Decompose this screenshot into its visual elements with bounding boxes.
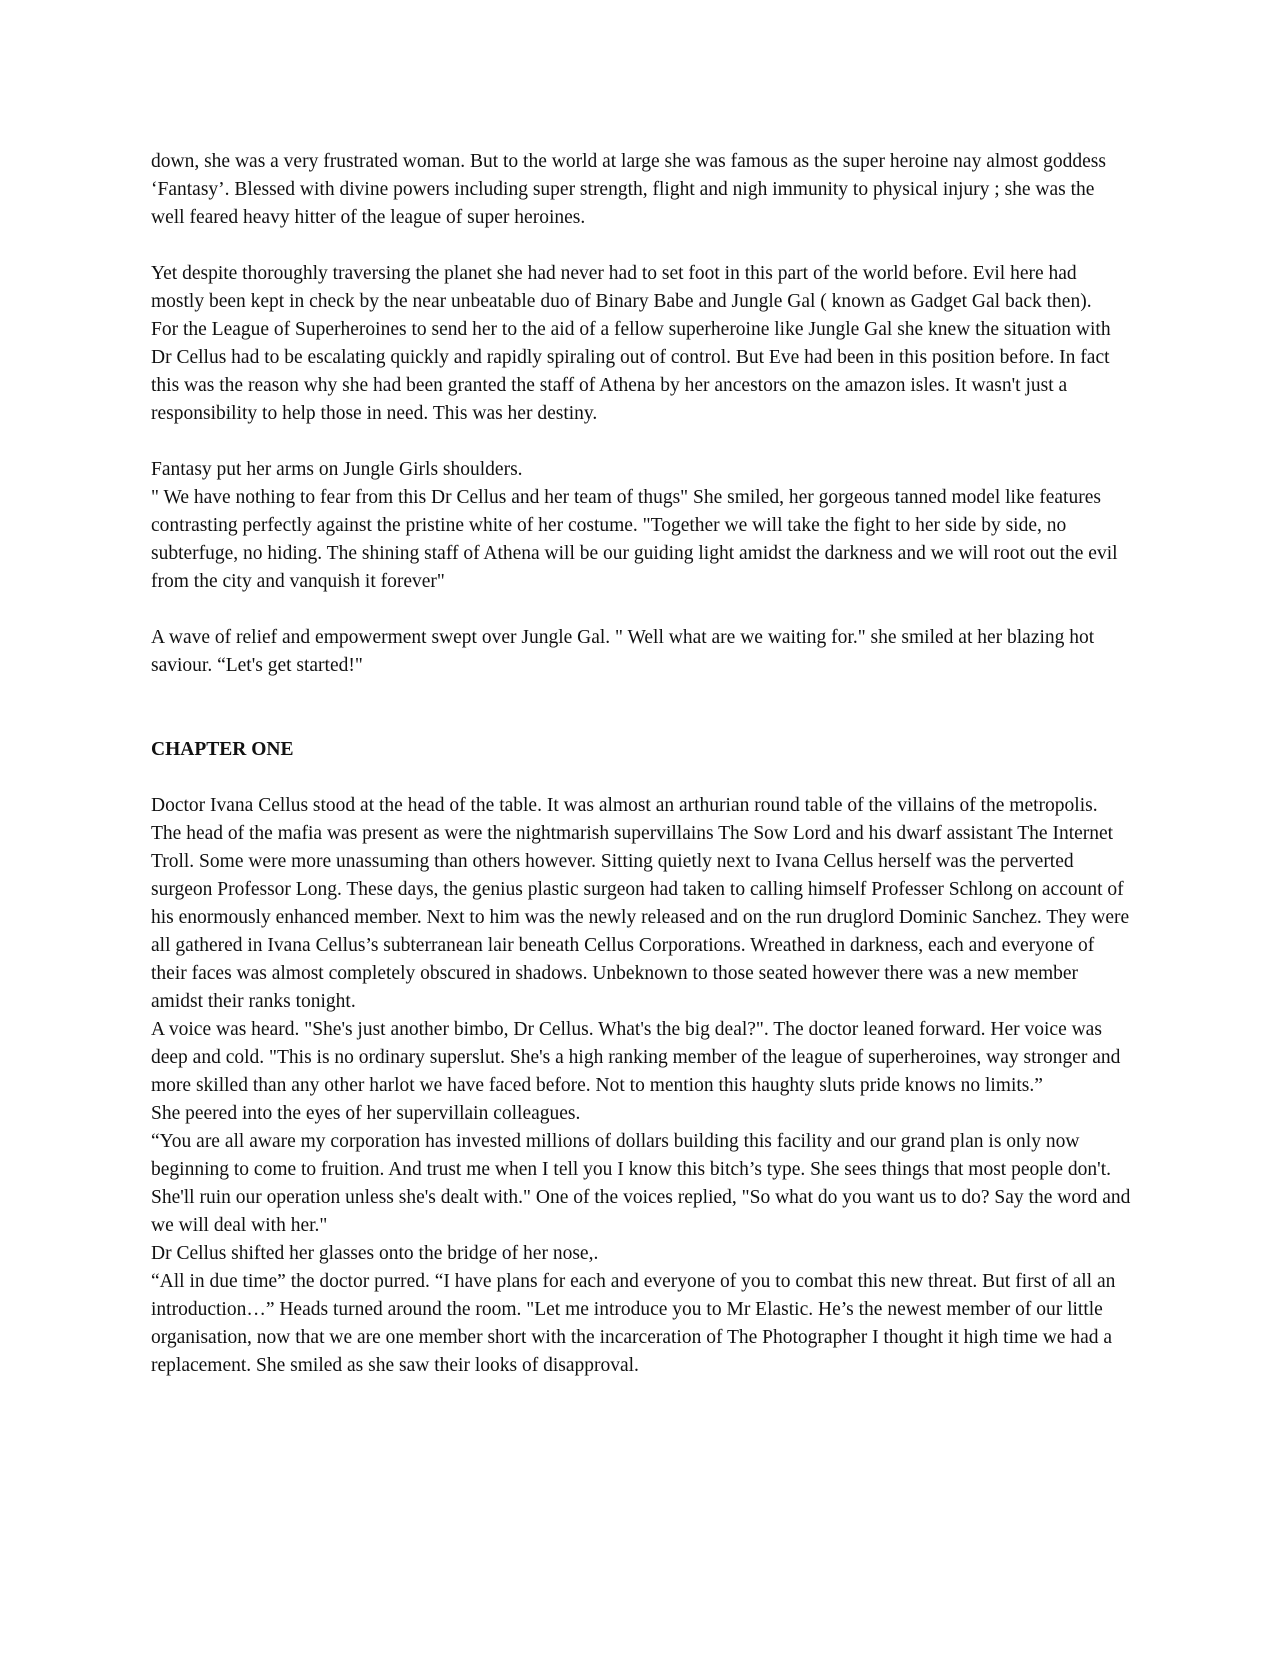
paragraph-traversing-planet: Yet despite thoroughly traversing the planet she had never had to set foot in this part of the world before. Evil here had mostly been kept in check by the near unbeatable duo of Binary Babe and Jungle Gal ( known as Gadget Gal back then).: [151, 263, 1092, 312]
chapter-heading: CHAPTER ONE: [151, 739, 294, 760]
section-spacer: [151, 680, 1131, 736]
paragraph-fantasy-intro: down, she was a very frustrated woman. But to the world at large she was famous as the super heroine nay almost goddess ‘Fantasy’. Blessed with divine powers including super strength, flight and nigh immunity to physical injury ; she was the well feared heavy hitter of the league of super heroines.: [151, 151, 1106, 228]
paragraph-league-sends-her: For the League of Superheroines to send her to the aid of a fellow superheroine like Jungle Gal she knew the situation with Dr Cellus had to be escalating quickly and rapidly spiraling out of control. But Eve had been in this position before. In fact this was the reason why she had been granted the staff of Athena by her ancestors on the amazon isles. It wasn't just a responsibility to help those in need. This was her destiny.: [151, 319, 1111, 424]
paragraph-nothing-to-fear: " We have nothing to fear from this Dr Cellus and her team of thugs" She smiled, her gorgeous tanned model like features contrasting perfectly against the pristine white of her costume. "Together we will take the fight to her side by side, no subterfuge, no hiding. The shining staff of Athena will be our guiding light amidst the darkness and we will root out the evil from the city and vanquish it forever": [151, 487, 1118, 592]
document-page: [151, 148, 1131, 1380]
paragraph-arms-on-shoulders: Fantasy put her arms on Jungle Girls shoulders.: [151, 459, 523, 480]
paragraph-shifted-glasses: Dr Cellus shifted her glasses onto the bridge of her nose,.: [151, 1243, 599, 1264]
paragraph-round-table: Doctor Ivana Cellus stood at the head of the table. It was almost an arthurian round table of the villains of the metropolis. The head of the mafia was present as were the nightmarish supervillains The Sow Lord and his dwarf assistant The Internet Troll. Some were more unassuming than others however. Sitting quietly next to Ivana Cellus herself was the perverted surgeon Professor Long. These days, the genius plastic surgeon had taken to calling himself Professer Schlong on account of his enormously enhanced member. Next to him was the newly released and on the run druglord Dominic Sanchez. They were all gathered in Ivana Cellus’s subterranean lair beneath Cellus Corporations. Wreathed in darkness, each and everyone of their faces was almost completely obscured in shadows. Unbeknown to those seated however there was a new member amidst their ranks tonight.: [151, 795, 1130, 1012]
paragraph-peered-into-eyes: She peered into the eyes of her supervillain colleagues.: [151, 1103, 581, 1124]
paragraph-spacer: [151, 232, 1131, 260]
paragraph-voice-heard: A voice was heard. "She's just another bimbo, Dr Cellus. What's the big deal?". The doctor leaned forward. Her voice was deep and cold. "This is no ordinary superslut. She's a high ranking member of the league of superheroines, way stronger and more skilled than any other harlot we have faced before. Not to mention this haughty sluts pride knows no limits.”: [151, 1019, 1121, 1096]
paragraph-spacer: [151, 764, 1131, 792]
paragraph-spacer: [151, 428, 1131, 456]
paragraph-all-in-due-time: “All in due time” the doctor purred. “I have plans for each and everyone of you to combat this new threat. But first of all an introduction…” Heads turned around the room. "Let me introduce you to Mr Elastic. He’s the newest member of our little organisation, now that we are one member short with the incarceration of The Photographer I thought it high time we had a replacement. She smiled as she saw their looks of disapproval.: [151, 1271, 1116, 1376]
paragraph-wave-of-relief: A wave of relief and empowerment swept over Jungle Gal. " Well what are we waiting for." she smiled at her blazing hot saviour. “Let's get started!": [151, 627, 1095, 676]
paragraph-corporation-invested: “You are all aware my corporation has invested millions of dollars building this facility and our grand plan is only now beginning to come to fruition. And trust me when I tell you I know this bitch’s type. She sees things that most people don't. She'll ruin our operation unless she's dealt with." One of the voices replied, "So what do you want us to do? Say the word and we will deal with her.": [151, 1131, 1131, 1236]
paragraph-spacer: [151, 596, 1131, 624]
